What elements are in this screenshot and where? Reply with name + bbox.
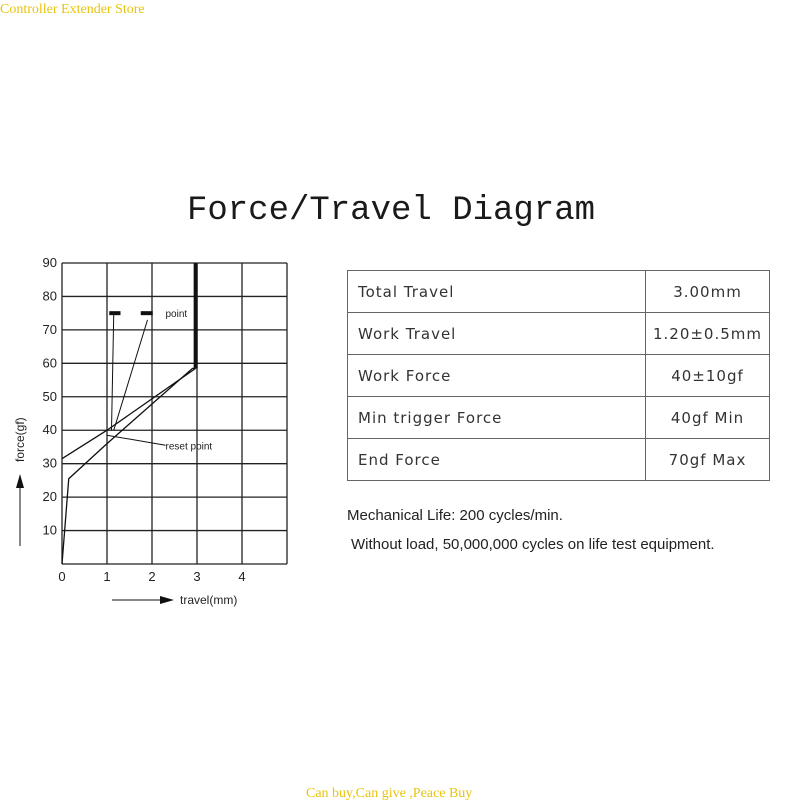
x-tick-label: 0	[58, 569, 66, 584]
spec-label: Work Force	[348, 355, 646, 397]
spec-label: Total Travel	[348, 271, 646, 313]
diagram-title: Force/Travel Diagram	[186, 192, 596, 230]
spec-label: Min trigger Force	[348, 397, 646, 439]
annotation-label: point	[165, 309, 188, 321]
x-axis-arrowhead	[160, 596, 174, 604]
spec-table	[347, 270, 770, 481]
y-tick-label: 20	[42, 489, 57, 505]
y-tick-label: 80	[42, 288, 57, 304]
spec-row	[348, 271, 770, 313]
spec-value: 40±10gf	[646, 355, 770, 397]
leader-line	[107, 435, 166, 445]
y-tick-label: 60	[42, 355, 57, 371]
x-tick-label: 4	[238, 569, 246, 584]
spec-row	[348, 355, 770, 397]
spec-value: 70gf Max	[646, 439, 770, 481]
series-line	[62, 368, 196, 564]
y-tick-label: 10	[42, 522, 57, 538]
spec-row	[348, 397, 770, 439]
chart-tick-labels	[43, 255, 246, 584]
store-watermark-top: Controller Extender Store	[0, 2, 145, 17]
y-tick-label: 90	[42, 255, 57, 270]
y-tick-label: 30	[42, 455, 57, 471]
spec-label: Work Travel	[348, 313, 646, 355]
y-axis-label: force(gf)	[13, 417, 27, 462]
y-axis-arrowhead	[16, 474, 24, 488]
x-axis-label: travel(mm)	[180, 593, 238, 607]
force-travel-chart	[0, 250, 330, 620]
spec-value: 1.20±0.5mm	[646, 313, 770, 355]
y-tick-label: 70	[42, 321, 57, 337]
x-tick-label: 1	[103, 569, 111, 584]
y-tick-label: 50	[42, 388, 57, 404]
spec-value: 3.00mm	[646, 271, 770, 313]
chart-series	[62, 263, 196, 564]
mechanical-life-note: Mechanical Life: 200 cycles/min.	[347, 507, 563, 524]
spec-row	[348, 439, 770, 481]
spec-value: 40gf Min	[646, 397, 770, 439]
life-test-note: Without load, 50,000,000 cycles on life test equipment.	[351, 536, 715, 553]
chart-grid	[62, 263, 287, 564]
annotation-label: reset point	[165, 441, 213, 453]
store-watermark-bottom: Can buy,Can give ,Peace Buy	[306, 786, 473, 801]
x-tick-label: 3	[193, 569, 201, 584]
x-tick-label: 2	[148, 569, 156, 584]
spec-label: End Force	[348, 439, 646, 481]
leader-line	[112, 313, 114, 430]
spec-row	[348, 313, 770, 355]
y-tick-label: 40	[42, 422, 57, 438]
